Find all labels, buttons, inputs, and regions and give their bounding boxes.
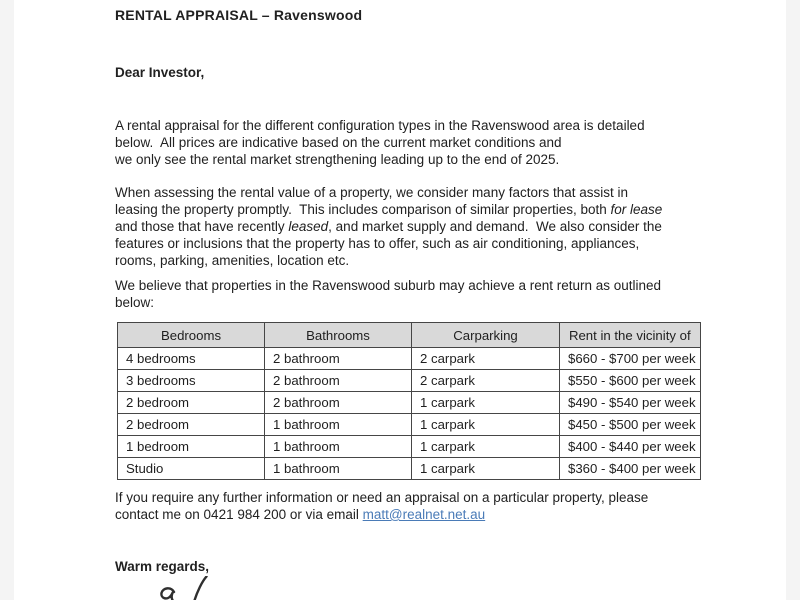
table-header-cell: Rent in the vicinity of bbox=[560, 323, 701, 348]
table-cell: Studio bbox=[118, 458, 265, 480]
table-cell: $550 - $600 per week bbox=[560, 370, 701, 392]
rent-return-lead-paragraph bbox=[115, 277, 661, 311]
document-title: RENTAL APPRAISAL – Ravenswood bbox=[115, 7, 363, 23]
table-row bbox=[118, 348, 701, 370]
text-run: If you require any further information or need an appraisal on a particular property, please bbox=[115, 490, 649, 505]
table-cell: 3 bedrooms bbox=[118, 370, 265, 392]
table-head bbox=[118, 323, 701, 348]
assessment-factors-paragraph bbox=[115, 184, 662, 269]
text-run: When assessing the rental value of a property, we consider many factors that assist in bbox=[115, 185, 628, 200]
contact-paragraph bbox=[115, 489, 648, 523]
table-cell: $360 - $400 per week bbox=[560, 458, 701, 480]
table-header-cell: Bedrooms bbox=[118, 323, 265, 348]
table-header-cell: Carparking bbox=[412, 323, 560, 348]
text-run: and those that have recently bbox=[115, 219, 289, 234]
table-cell: 1 bathroom bbox=[265, 414, 412, 436]
table-cell: 4 bedrooms bbox=[118, 348, 265, 370]
table-row bbox=[118, 370, 701, 392]
table-cell: $400 - $440 per week bbox=[560, 436, 701, 458]
table-cell: 2 bedroom bbox=[118, 392, 265, 414]
paragraph-line bbox=[115, 201, 662, 218]
table-cell: 2 carpark bbox=[412, 348, 560, 370]
table-cell: 2 bathroom bbox=[265, 392, 412, 414]
table-cell: 1 carpark bbox=[412, 392, 560, 414]
table-cell: 1 bathroom bbox=[265, 458, 412, 480]
table-header-row bbox=[118, 323, 701, 348]
rental-appraisal-table bbox=[117, 322, 701, 480]
table-cell: $450 - $500 per week bbox=[560, 414, 701, 436]
table-cell: 2 bedroom bbox=[118, 414, 265, 436]
table-cell: 1 carpark bbox=[412, 458, 560, 480]
table-row bbox=[118, 392, 701, 414]
table-cell: 1 carpark bbox=[412, 436, 560, 458]
text-run: , and market supply and demand. We also consider the bbox=[328, 219, 662, 234]
table-row bbox=[118, 436, 701, 458]
table-cell: 2 carpark bbox=[412, 370, 560, 392]
closing-line: Warm regards, bbox=[115, 559, 210, 574]
text-run: A rental appraisal for the different configuration types in the Ravenswood area is detailed bbox=[115, 118, 645, 133]
signature bbox=[143, 576, 233, 600]
email-link[interactable]: matt@realnet.net.au bbox=[362, 507, 486, 522]
greeting-line: Dear Investor, bbox=[115, 65, 205, 80]
paragraph-line bbox=[115, 489, 648, 506]
table-row bbox=[118, 414, 701, 436]
table-cell: 2 bathroom bbox=[265, 348, 412, 370]
table-cell: 1 bathroom bbox=[265, 436, 412, 458]
table-cell: 1 carpark bbox=[412, 414, 560, 436]
paragraph-line bbox=[115, 151, 645, 168]
text-run: rooms, parking, amenities, location etc. bbox=[115, 253, 350, 268]
paragraph-line bbox=[115, 184, 662, 201]
text-run: below. All prices are indicative based on the current market conditions and bbox=[115, 135, 562, 150]
signature-strokes bbox=[143, 576, 233, 600]
italic-text: for lease bbox=[610, 202, 663, 217]
left-edge-band bbox=[0, 0, 14, 600]
paragraph-line bbox=[115, 235, 662, 252]
table-cell: $490 - $540 per week bbox=[560, 392, 701, 414]
paragraph-line bbox=[115, 294, 661, 311]
table-header-cell: Bathrooms bbox=[265, 323, 412, 348]
table-row bbox=[118, 458, 701, 480]
table-cell: 1 bedroom bbox=[118, 436, 265, 458]
table-cell: $660 - $700 per week bbox=[560, 348, 701, 370]
right-edge-band bbox=[786, 0, 800, 600]
paragraph-line bbox=[115, 506, 648, 523]
text-run: below: bbox=[115, 295, 155, 310]
paragraph-line bbox=[115, 134, 645, 151]
text-run: we only see the rental market strengthening leading up to the end of 2025. bbox=[115, 152, 560, 167]
paragraph-line bbox=[115, 218, 662, 235]
paragraph-line bbox=[115, 252, 662, 269]
intro-paragraph bbox=[115, 117, 645, 168]
table-cell: 2 bathroom bbox=[265, 370, 412, 392]
text-run: leasing the property promptly. This includes comparison of similar properties, both bbox=[115, 202, 611, 217]
text-run: contact me on 0421 984 200 or via email bbox=[115, 507, 363, 522]
paragraph-line bbox=[115, 117, 645, 134]
paragraph-line bbox=[115, 277, 661, 294]
italic-text: leased bbox=[288, 219, 329, 234]
table-body bbox=[118, 348, 701, 480]
text-run: We believe that properties in the Ravenswood suburb may achieve a rent return as outlined bbox=[115, 278, 662, 293]
text-run: features or inclusions that the property has to offer, such as air conditioning, appliances, bbox=[115, 236, 640, 251]
